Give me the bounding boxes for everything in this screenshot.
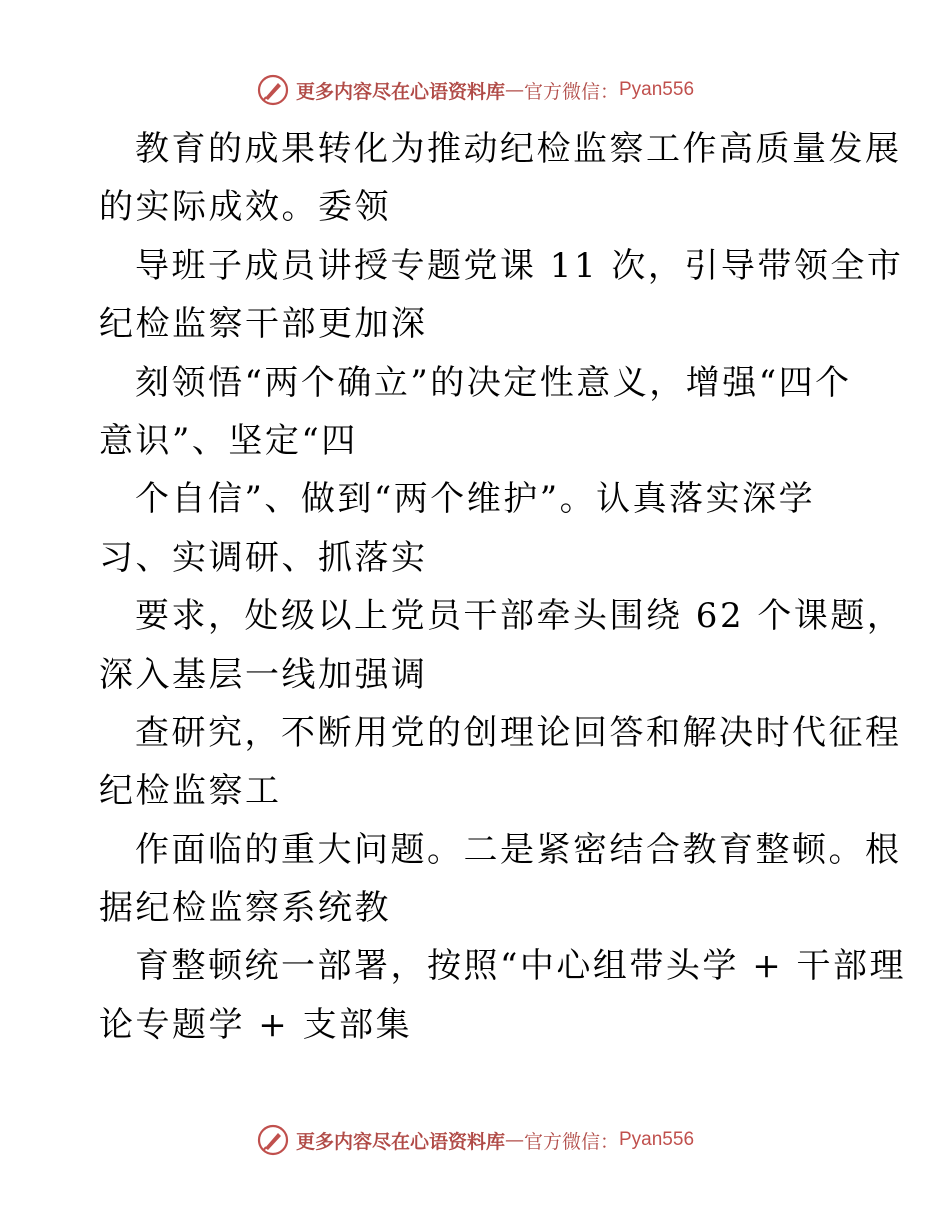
watermark-wechat-label: 官方微信： xyxy=(523,1130,619,1153)
text-line: 要求，处级以上党员干部牵头围绕 62 个课题， xyxy=(135,596,904,637)
watermark-wechat-label: 官方微信： xyxy=(523,80,619,103)
document-body xyxy=(99,120,906,1054)
watermark-main-text: 更多内容尽在心语资料库 xyxy=(295,80,505,103)
watermark-separator: — xyxy=(504,1129,524,1151)
text-line: 查研究，不断用党的创理论回答和解决时代征程 xyxy=(135,712,902,753)
text-line: 的实际成效。委领 xyxy=(99,187,391,228)
watermark-separator: — xyxy=(504,79,524,101)
text-line: 意识”、坚定“四 xyxy=(99,420,358,461)
watermark-wechat-id: Pyan556 xyxy=(619,79,695,100)
text-line: 导班子成员讲授专题党课 11 次，引导带领全市 xyxy=(135,245,904,286)
footer-watermark xyxy=(0,1120,950,1160)
header-watermark xyxy=(0,70,950,110)
text-line: 个自信”、做到“两个维护”。认真落实深学 xyxy=(135,479,816,520)
feather-pen-logo-icon xyxy=(256,73,290,107)
text-line: 作面临的重大问题。二是紧密结合教育整顿。根 xyxy=(135,829,902,870)
text-line: 刻领悟“两个确立”的决定性意义，增强“四个 xyxy=(135,362,852,403)
text-line: 教育的成果转化为推动纪检监察工作高质量发展 xyxy=(135,129,902,169)
feather-pen-logo-icon xyxy=(256,1123,290,1157)
text-line: 深入基层一线加强调 xyxy=(99,654,428,695)
text-line: 论专题学 + 支部集 xyxy=(99,1004,413,1045)
watermark-wechat-id: Pyan556 xyxy=(619,1129,695,1150)
text-line: 习、实调研、抓落实 xyxy=(99,537,428,578)
text-line: 据纪检监察系统教 xyxy=(99,888,391,929)
text-line: 育整顿统一部署，按照“中心组带头学 + 干部理 xyxy=(135,946,906,987)
watermark-main-text: 更多内容尽在心语资料库 xyxy=(295,1130,505,1153)
text-line: 纪检监察干部更加深 xyxy=(99,304,428,345)
text-line: 纪检监察工 xyxy=(99,771,282,812)
